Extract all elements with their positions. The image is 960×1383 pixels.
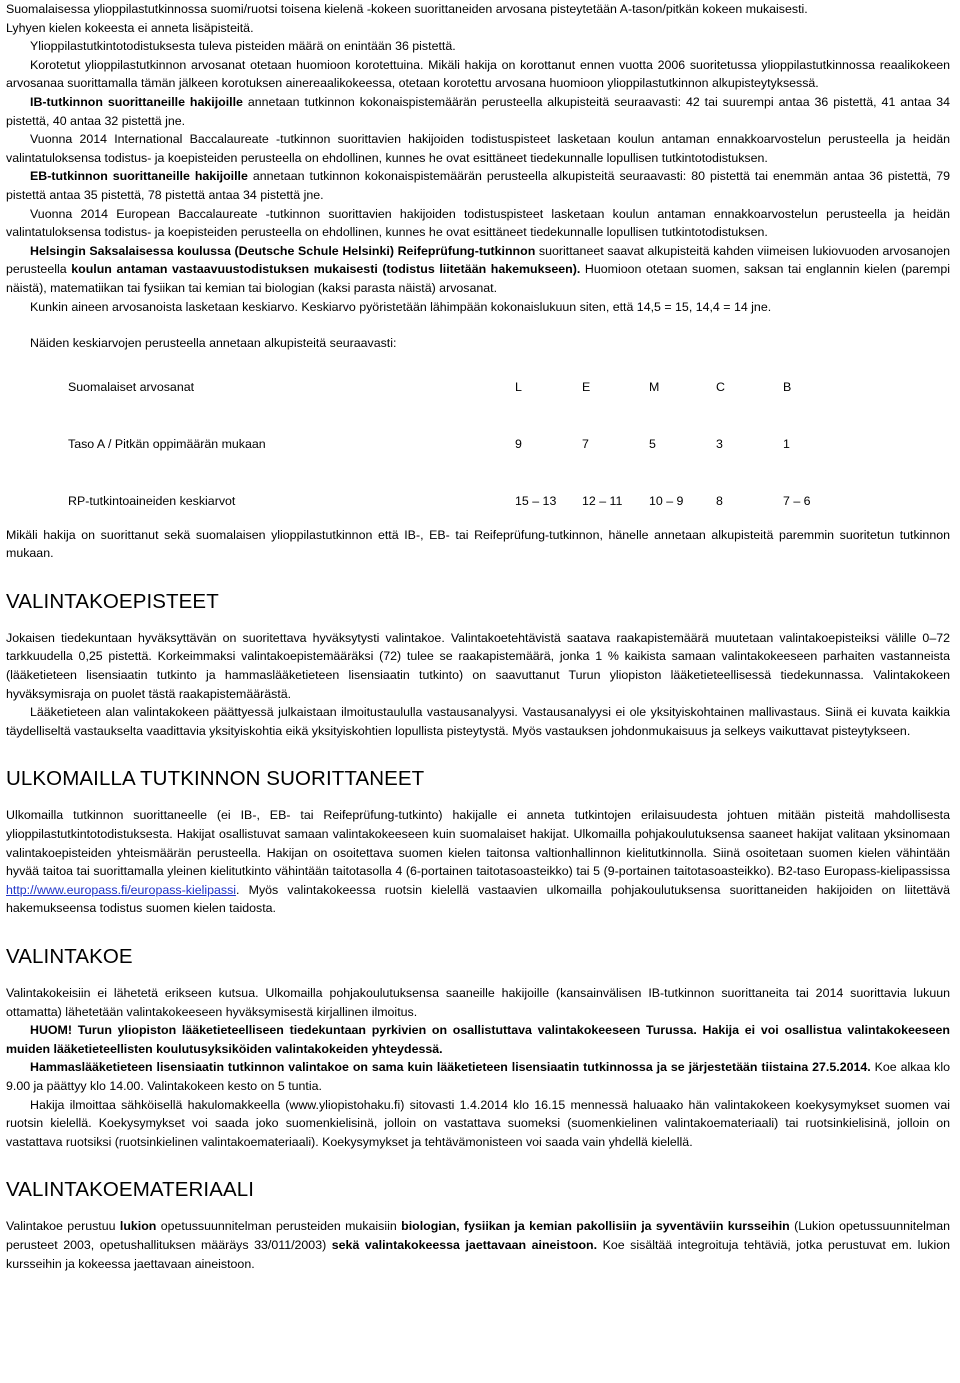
paragraph-raised-grades: Korotetut ylioppilastutkinnon arvosanat otetaan huomioon korotettuina. Mikäli hakija on korottanut ennen vuotta 2006 suoritetussa ylioppilastutkinnossa reaalikokeen arvosanaa suorittamalla tämän jälkeen korotuksen ainereaalikokeessa, otetaan korotettu arvosana huomioon ylioppilastutkinnon alkupisteytyksessä. <box>6 57 950 91</box>
paragraph-max-points: Ylioppilastutkintotodistuksesta tuleva pisteiden määrä on enintään 36 pistettä. <box>30 39 456 54</box>
table-cell: L <box>515 379 522 394</box>
table-cell: B <box>783 379 792 394</box>
table-row <box>68 435 850 453</box>
paragraph-eb: EB-tutkinnon suorittaneille hakijoille annetaan tutkinnon kokonaispistemäärän perusteella alkupisteitä seuraavasti: 80 pistettä tai enemmän antaa 36 pistettä, 79 pistettä antaa 35 pistettä, 78 pistettä antaa 34 pistettä jne. <box>6 169 950 202</box>
paragraph-entrance-points: Jokaisen tiedekuntaan hyväksyttävän on suoritettava hyväksytysti valintakoe. Valintakoetehtävistä saatava raakapistemäärä muutetaan valintakoepisteiksi välille 0–72 tarkkuudella 0,25 pistettä. Korkeimmaksi valintakoepistemääräksi (72) tulee se raakapistemäärä, jonka 1 % kaikista samaan valintakokeeseen parhaiten vastanneista (lääketieteen lisensiaatin tutkinto ja hammaslääketieteen lisensiaatin tutkinto) on saavuttanut Turun yliopiston lääketieteellisessä tiedekunnassa. Valintakokeen hyväksymisraja on puolet tästä raakapistemäärästä. <box>6 630 950 701</box>
table-cell: 5 <box>649 436 656 451</box>
table-row <box>68 492 850 510</box>
paragraph-language-choice: Hakija ilmoittaa sähköisellä hakulomakkeella (www.yliopistohaku.fi) sitovasti 1.4.2014 klo 16.15 mennessä haluaako hän valintakokeen koekysymykset suomen vai ruotsin kielellä. Koekysymykset voi saada joko suomenkielisinä, jolloin on vastattava suomeksi (suomenkielinen valintakoemateriaali) tai ruotsinkielisinä, jolloin on vastattava ruotsiksi (ruotsinkielinen valintakoemateriaali). Koekysymykset ja tehtävämonisteen voi saada vain yhdellä kielellä. <box>6 1097 950 1149</box>
table-cell: 1 <box>783 436 790 451</box>
paragraph-no-invitation: Valintakokeisiin ei lähetetä erikseen kutsua. Ulkomailla pohjakoulutuksensa saaneille hakijoille (kansainvälisen IB-tutkinnon suorittaneita tai 2014 suorittavia lukuun ottamatta) lähetetään valintakokeeseen hyväksymisestä kirjallinen ilmoitus. <box>6 986 950 1019</box>
table-cell: M <box>649 379 660 394</box>
paragraph-based-on-averages: Näiden keskiarvojen perusteella annetaan alkupisteitä seuraavasti: <box>30 336 397 351</box>
paragraph-ib-2014: Vuonna 2014 International Baccalaureate -tutkinnon suorittavien hakijoiden todistuspisteet lasketaan koulun antaman ennakkoarvostelun perusteella ja heidän valintatuloksensa todistus- ja koepisteiden perusteella on ehdollinen, kunnes he ovat esittäneet tiedekunnalle lopullisen tutkintotodistuksen. <box>6 132 950 165</box>
table-cell: Suomalaiset arvosanat <box>68 379 195 394</box>
paragraph-eb-2014: Vuonna 2014 European Baccalaureate -tutkinnon suorittavien hakijoiden todistuspisteet lasketaan koulun antaman ennakkoarvostelun perusteella ja heidän valintatuloksensa todistus- ja koepisteiden perusteella on ehdollinen, kunnes he ovat esittäneet tiedekunnalle lopullisen tutkintotodistuksen. <box>6 206 950 240</box>
grade-table <box>68 378 850 510</box>
europass-link[interactable]: http://www.europass.fi/europass-kielipassi <box>6 882 237 897</box>
table-cell: C <box>716 379 725 394</box>
table-cell: RP-tutkintoaineiden keskiarvot <box>68 493 236 508</box>
table-cell: 10 – 9 <box>649 493 684 508</box>
ib-heading-bold: IB-tutkinnon suorittaneille hakijoille <box>30 94 243 109</box>
table-cell: 8 <box>716 493 723 508</box>
paragraph-material: Valintakoe perustuu lukion opetussuunnitelman perusteiden mukaisiin biologian, fysiikan ja kemian pakollisiin ja syventäviin kursseihin (Lukion opetussuunnitelman perusteet 2003, opetushallituksen määräys 33/011/2003) sekä valintakokeessa jaettavaan aineistoon. Koe sisältää integroituja tehtäviä, jotka perustuvat em. lukion kursseihin ja kokeessa jaettavaan aineistoon. <box>6 1219 950 1271</box>
table-cell: 12 – 11 <box>582 493 623 508</box>
paragraph-short-language: Lyhyen kielen kokeesta ei anneta lisäpisteitä. <box>6 20 254 35</box>
paragraph-deutsche-schule: Helsingin Saksalaisessa koulussa (Deutsche Schule Helsinki) Reifeprüfung-tutkinnon suorittaneet saavat alkupisteitä kahden viimeisen lukiovuoden arvosanojen perusteella koulun antaman vastaavuustodistuksen mukaisesti (todistus liitetään hakemukseen). Huomioon otetaan suomen, saksan tai englannin kielen (parempi näistä), matematiikan tai fysiikan tai kemian tai biologian (kaksi parasta näistä) arvosanat. <box>6 243 950 295</box>
paragraph-better-exam: Mikäli hakija on suorittanut sekä suomalaisen ylioppilastutkinnon että IB-, EB- tai Reifeprüfung-tutkinnon, hänelle annetaan alkupisteitä paremmin suoritetun tutkinnon mukaan. <box>6 527 950 561</box>
table-header-row <box>68 378 850 396</box>
table-cell: 9 <box>515 436 522 451</box>
heading-ulkomailla: ULKOMAILLA TUTKINNON SUORITTANEET <box>6 767 425 791</box>
table-cell: Taso A / Pitkän oppimäärän mukaan <box>68 436 266 451</box>
document-page <box>6 0 950 1273</box>
paragraph-foreign-degree: Ulkomailla tutkinnon suorittaneelle (ei IB-, EB- tai Reifeprüfung-tutkinto) hakijalle ei anneta tutkintojen erilaisuudesta johtuen mitään pisteitä mahdollisesta ylioppilastutkintotodistuksesta. Hakijat osallistuvat samaan valintakokeeseen kuin suomalaiset hakijat. Ulkomailla pohjakoulutuksensa saaneet hakijat valitaan yksinomaan valintakoepisteiden yhteismäärän perusteella. Hakijan on osoitettava suomen kielen taitonsa valtionhallinnon kielitutkinnolla. Siinä osoitetaan suomen kielen vähintään hyvää taitoa tai suorittamalla yleinen kielitutkinto vähintään taitotasolla 4 (6-portainen taitotasoasteikko) tai 5 (9-portainen taitotasoasteikko). B2-taso Europass-kielipassissa http://www.europass.fi/europass-kielipassi. Myös valintakokeessa ruotsin kielellä vastaavien ulkomailla pohjakoulutuksensa suorittaneiden hakijoiden on liitettävä hakemukseensa todistus suomen kielen taidosta. <box>6 808 950 916</box>
paragraph-huom: HUOM! Turun yliopiston lääketieteelliseen tiedekuntaan pyrkivien on osallistuttava valintakokeeseen Turussa. Hakija ei voi osallistua valintakokeeseen muiden lääketieteellisten koulutusyksiköiden valintakokeiden yhteydessä. <box>6 1023 950 1056</box>
paragraph-average: Kunkin aineen arvosanoista lasketaan keskiarvo. Keskiarvo pyöristetään lähimpään kokonaislukuun siten, että 14,5 = 15, 14,4 = 14 jne. <box>30 299 772 314</box>
table-cell: 3 <box>716 436 723 451</box>
table-cell: E <box>582 379 591 394</box>
eb-heading-bold: EB-tutkinnon suorittaneille hakijoille <box>30 169 248 184</box>
table-cell: 7 <box>582 436 589 451</box>
table-cell: 7 – 6 <box>783 493 811 508</box>
paragraph-ib: IB-tutkinnon suorittaneille hakijoille annetaan tutkinnon kokonaispistemäärän perusteella alkupisteitä seuraavasti: 42 tai suurempi antaa 36 pistettä, 41 antaa 34 pistettä, 40 antaa 32 pistettä jne. <box>6 94 950 128</box>
paragraph-answer-analysis: Lääketieteen alan valintakokeen päättyessä julkaistaan ilmoitustaululla vastausanalyysi. Vastausanalyysi ei ole yksityiskohtainen mallivastaus. Siinä ei kuvata kaikkia täydelliseltä vastaukselta vaadittavia yksityiskohtia eikä yksityiskohtien lopullista pisteytystä. Myös vastauksen johdonmukaisuus ja selkeys vaikuttavat pisteytykseen. <box>6 705 950 738</box>
heading-valintakoe: VALINTAKOE <box>6 945 133 968</box>
paragraph-dentistry: Hammaslääketieteen lisensiaatin tutkinnon valintakoe on sama kuin lääketieteen lisensiaatin tutkinnossa ja se järjestetään tiistaina 27.5.2014. Koe alkaa klo 9.00 ja päättyy klo 14.00. Valintakokeen kesto on 5 tuntia. <box>6 1060 950 1093</box>
heading-valintakoepisteet: VALINTAKOEPISTEET <box>6 589 219 613</box>
heading-valintakoemateriaali: VALINTAKOEMATERIAALI <box>6 1178 255 1202</box>
table-cell: 15 – 13 <box>515 493 557 508</box>
paragraph-finnish-second-language: Suomalaisessa ylioppilastutkinnossa suomi/ruotsi toisena kielenä -kokeen suorittaneiden arvosana pisteytetään A-tason/pitkän kokeen mukaisesti. <box>6 2 808 16</box>
